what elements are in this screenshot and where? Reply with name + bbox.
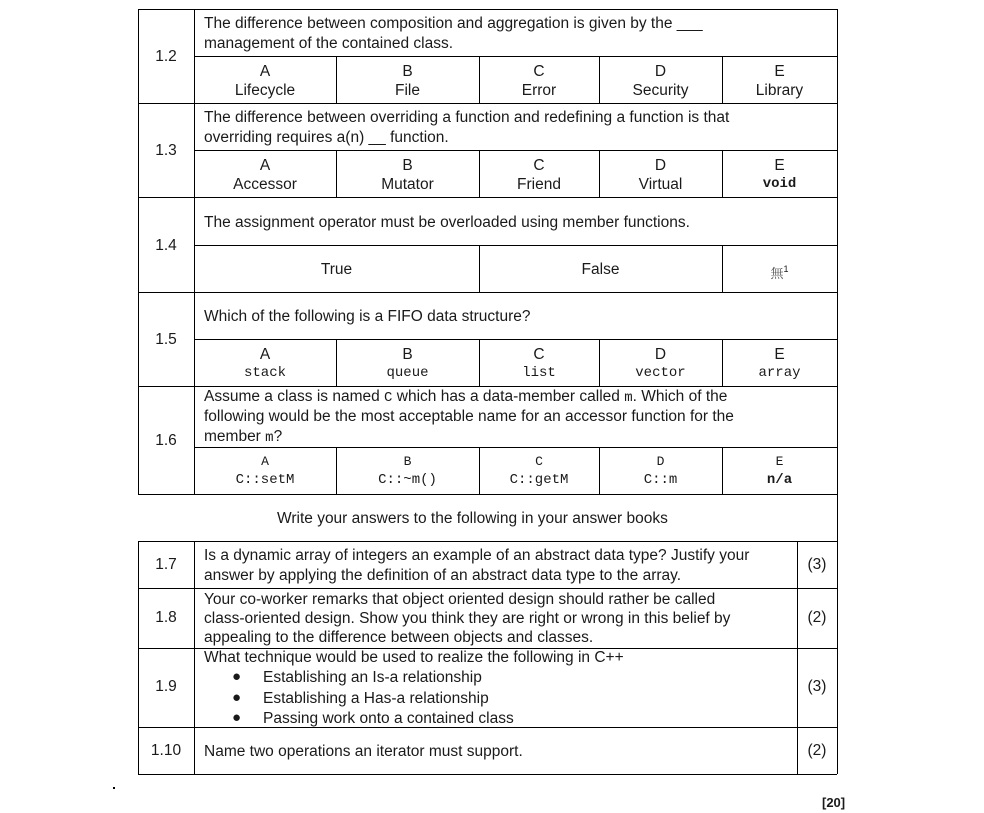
rule — [194, 541, 195, 774]
option-value: C::~m() — [378, 472, 437, 488]
rule — [138, 541, 837, 542]
rule — [138, 103, 837, 104]
question-number: 1.5 — [155, 331, 177, 348]
option-letter: A — [261, 454, 269, 469]
option-letter: C — [533, 157, 545, 174]
text-run: Assume a class is named — [204, 388, 385, 405]
code-run: C — [384, 390, 393, 406]
question-number: 1.8 — [155, 609, 177, 626]
option-none — [722, 260, 837, 285]
option-value: Error — [521, 82, 557, 99]
code-run: m — [624, 390, 633, 406]
total-marks: [20] — [822, 795, 846, 810]
rule — [138, 541, 139, 774]
text-run: which has a data-member called — [392, 388, 625, 405]
option-letter: A — [259, 346, 271, 363]
question-text: The difference between composition and aggregation is given by the ___ — [204, 15, 703, 32]
section-instruction: Write your answers to the following in your answer books — [277, 510, 668, 527]
option-value: stack — [243, 365, 286, 381]
text-run: . Which of the — [632, 388, 728, 405]
option-value: C::setM — [235, 472, 295, 488]
option-value: void — [762, 176, 797, 192]
bullet-text: Passing work onto a contained class — [263, 710, 514, 727]
option-letter: D — [654, 346, 667, 363]
question-number: 1.2 — [155, 48, 177, 65]
option-letter: C — [533, 63, 545, 80]
option-letter: A — [259, 63, 271, 80]
bullet-text: Establishing a Has-a relationship — [263, 690, 489, 707]
mu-glyph: 無 — [770, 267, 784, 283]
option-value: Virtual — [638, 176, 683, 193]
marks: (3) — [807, 556, 827, 573]
option-value: queue — [386, 365, 429, 381]
question-number: 1.10 — [150, 742, 182, 759]
rule — [194, 245, 837, 246]
option-value: Friend — [517, 176, 561, 193]
question-text: management of the contained class. — [204, 35, 454, 52]
question-text: The difference between overriding a function and redefining a function is that — [204, 109, 730, 126]
option-value: Accessor — [233, 176, 297, 193]
question-text: Name two operations an iterator must support. — [204, 743, 523, 760]
question-number: 1.3 — [155, 142, 177, 159]
option-letter: E — [774, 157, 785, 174]
question-text: class-oriented design. Show you think they are right or wrong in this belief by — [204, 610, 731, 627]
option-value: C::m — [643, 472, 678, 488]
question-text: appealing to the difference between objects and classes. — [204, 629, 594, 646]
text-run: member — [204, 428, 266, 445]
rule — [797, 541, 798, 774]
option-value: array — [758, 365, 801, 381]
question-number: 1.6 — [155, 432, 177, 449]
rule — [138, 588, 837, 589]
rule — [138, 292, 837, 293]
option-letter: B — [402, 63, 413, 80]
option-value: list — [522, 365, 556, 381]
bullet-text: Establishing an Is-a relationship — [263, 669, 482, 686]
question-text: following would be the most acceptable name for an accessor function for the — [204, 408, 734, 425]
question-text: Your co-worker remarks that object oriented design should rather be called — [204, 591, 716, 608]
question-text: The assignment operator must be overloaded using member functions. — [204, 214, 690, 231]
option-letter: E — [774, 346, 785, 363]
bullet-icon: ● — [232, 668, 242, 685]
option-letter: B — [403, 454, 412, 469]
option-value: Lifecycle — [234, 82, 296, 99]
option-letter: A — [259, 157, 271, 174]
marks: (2) — [807, 742, 827, 759]
question-number: 1.9 — [155, 678, 177, 695]
question-text — [204, 387, 727, 409]
rule — [138, 774, 837, 775]
question-text: answer by applying the definition of an abstract data type to the array. — [204, 567, 682, 584]
text-run: ? — [273, 428, 283, 445]
option-letter: B — [402, 346, 413, 363]
bullet-icon: ● — [232, 709, 242, 726]
rule — [194, 150, 837, 151]
option-value: n/a — [766, 472, 793, 488]
option-letter: E — [775, 454, 784, 469]
question-number: 1.4 — [155, 237, 177, 254]
option-letter: E — [774, 63, 785, 80]
rule — [194, 56, 837, 57]
rule — [138, 494, 837, 495]
question-text: Which of the following is a FIFO data structure? — [204, 308, 531, 325]
option-letter: C — [535, 454, 543, 469]
question-text: overriding requires a(n) __ function. — [204, 129, 449, 146]
option-true: True — [320, 261, 353, 278]
option-letter: D — [654, 157, 667, 174]
marks: (2) — [807, 609, 827, 626]
rule — [194, 339, 837, 340]
question-number: 1.7 — [155, 556, 177, 573]
stray-dot — [113, 787, 115, 789]
rule — [194, 447, 837, 448]
option-value: Security — [632, 82, 689, 99]
option-value: File — [395, 82, 420, 99]
option-letter: D — [654, 63, 667, 80]
option-value: C::getM — [509, 472, 569, 488]
marks: (3) — [807, 678, 827, 695]
option-letter: B — [402, 157, 413, 174]
option-value: Mutator — [381, 176, 434, 193]
footnote-mark: 1 — [783, 264, 789, 274]
rule — [138, 197, 837, 198]
rule — [138, 9, 837, 10]
code-run: m — [265, 430, 274, 446]
option-letter: C — [533, 346, 545, 363]
option-letter: D — [656, 454, 665, 469]
option-value: vector — [635, 365, 686, 381]
option-value: Library — [755, 82, 804, 99]
question-text: Is a dynamic array of integers an example of an abstract data type? Justify your — [204, 547, 750, 564]
option-false: False — [581, 261, 620, 278]
question-text — [204, 427, 282, 449]
rule — [837, 9, 838, 774]
bullet-icon: ● — [232, 689, 242, 706]
question-text: What technique would be used to realize the following in C++ — [204, 649, 624, 666]
